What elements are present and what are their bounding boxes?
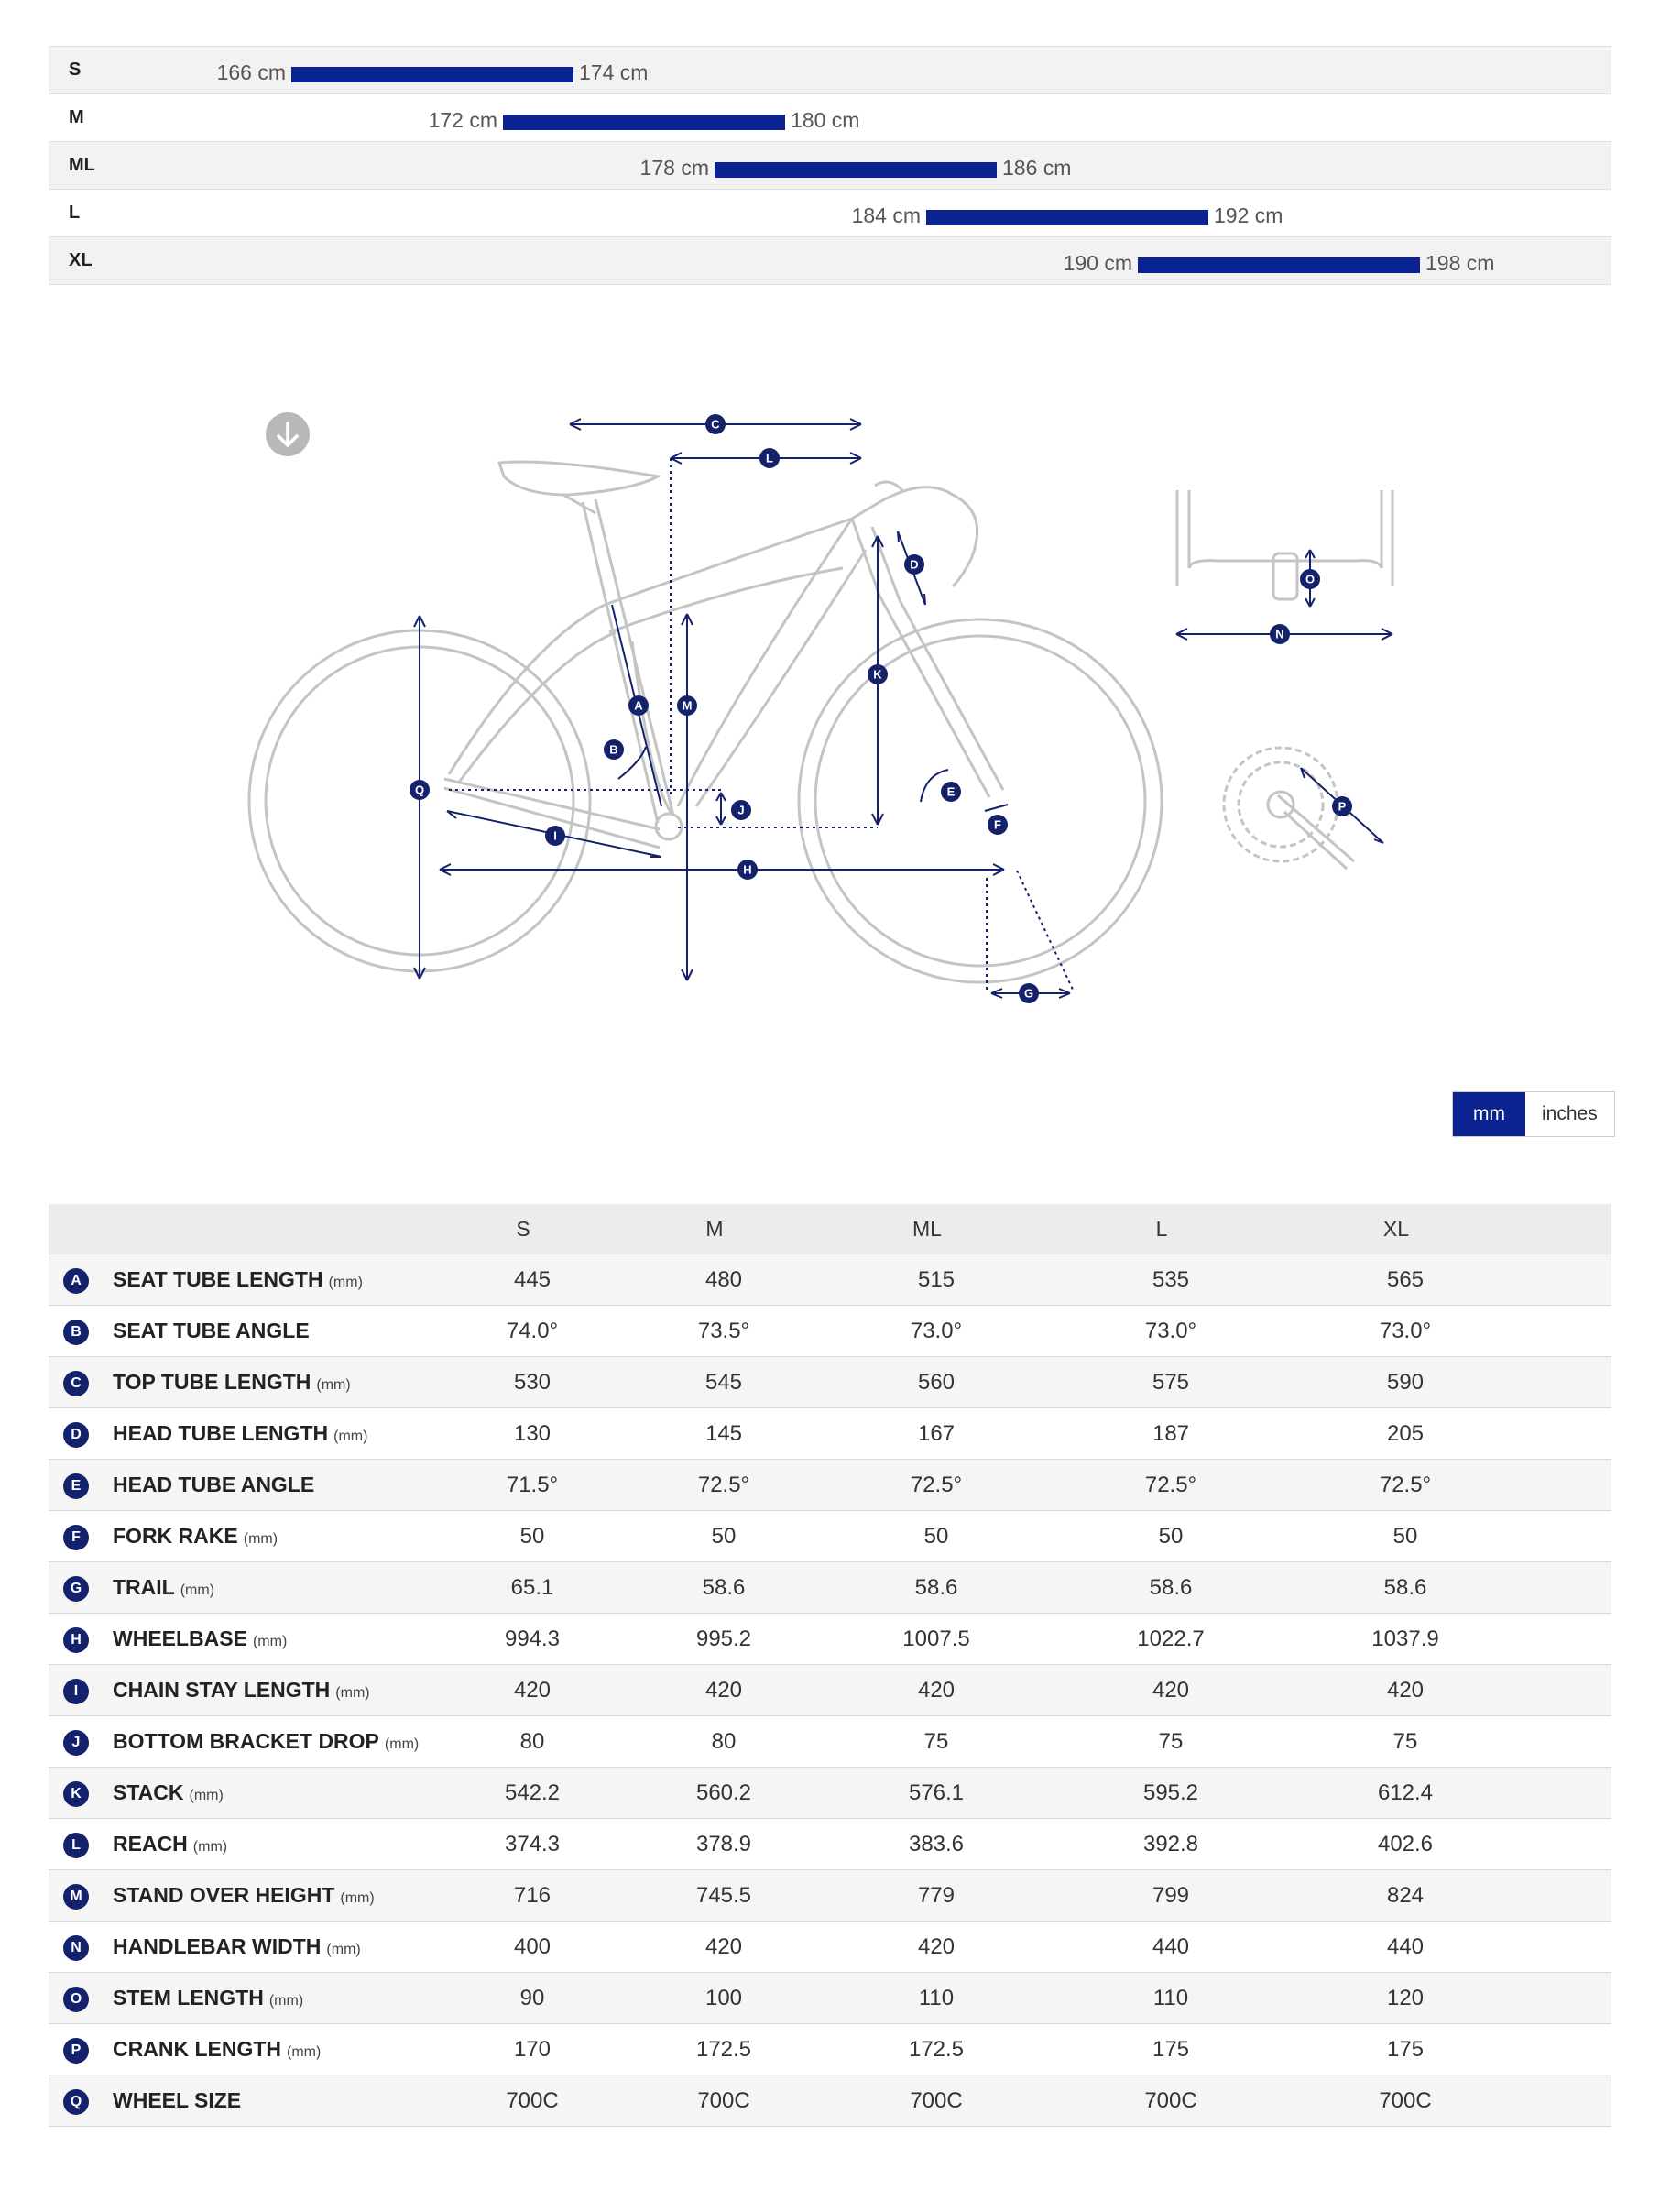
- diagram-badge-p: [1332, 796, 1352, 816]
- row-name: [113, 1973, 303, 2026]
- table-cell-xl: 700C: [1379, 2088, 1432, 2113]
- table-cell-l: 799: [1152, 1883, 1190, 1908]
- table-cell-l: 1022.7: [1137, 1626, 1205, 1651]
- row-name-text: CRANK LENGTH: [113, 2037, 281, 2061]
- diagram-badge-n: [1270, 624, 1290, 644]
- row-unit: (mm): [316, 1377, 351, 1393]
- table-cell-ml: 73.0°: [910, 1319, 963, 1343]
- table-cell-m: 560.2: [695, 1780, 752, 1805]
- unit-toggle: [1452, 1091, 1615, 1137]
- table-cell-ml: 560: [917, 1370, 956, 1395]
- table-header-l: L: [1155, 1217, 1168, 1241]
- svg-text:B: B: [609, 742, 618, 757]
- table-row: [49, 1511, 1611, 1562]
- table-cell-m: 58.6: [702, 1575, 746, 1600]
- table-cell-ml: 58.6: [914, 1575, 958, 1600]
- row-name-text: STEM LENGTH: [113, 1986, 264, 2009]
- table-row: [49, 2024, 1611, 2075]
- svg-text:M: M: [682, 698, 693, 713]
- row-letter-badge: B: [63, 1320, 89, 1345]
- table-cell-s: 170: [513, 2037, 552, 2062]
- table-cell-xl: 205: [1386, 1421, 1425, 1446]
- row-letter-badge: M: [63, 1884, 89, 1910]
- diagram-badge-a: [628, 695, 649, 716]
- row-name-text: HANDLEBAR WIDTH: [113, 1934, 322, 1958]
- table-header-xl: XL: [1382, 1217, 1410, 1241]
- svg-text:J: J: [737, 803, 745, 817]
- table-cell-m: 745.5: [695, 1883, 752, 1908]
- table-cell-s: 994.3: [504, 1626, 561, 1651]
- table-cell-xl: 58.6: [1383, 1575, 1427, 1600]
- diagram-badge-k: [868, 664, 888, 684]
- diagram-badge-l: [759, 448, 780, 468]
- row-name: [113, 2024, 321, 2077]
- diagram-badge-i: [545, 826, 565, 846]
- row-unit: (mm): [268, 1993, 304, 2009]
- svg-text:H: H: [743, 862, 752, 877]
- row-name-text: STACK: [113, 1780, 184, 1804]
- table-cell-ml: 420: [917, 1934, 956, 1959]
- table-cell-l: 535: [1152, 1267, 1190, 1292]
- size-min-height: 178 cm: [639, 156, 709, 180]
- table-header-s: S: [516, 1217, 530, 1241]
- row-name: [113, 1665, 370, 1718]
- crankset-illustration: [1224, 748, 1383, 869]
- table-cell-ml: 1007.5: [902, 1626, 970, 1651]
- table-cell-l: 700C: [1144, 2088, 1197, 2113]
- table-cell-l: 392.8: [1142, 1832, 1199, 1856]
- table-cell-l: 72.5°: [1144, 1473, 1197, 1497]
- table-cell-s: 420: [513, 1678, 552, 1703]
- svg-text:G: G: [1023, 986, 1034, 1001]
- table-cell-xl: 1037.9: [1371, 1626, 1439, 1651]
- geometry-table: [49, 1204, 1611, 2127]
- row-name: [113, 1357, 351, 1410]
- row-letter-badge: Q: [63, 2089, 89, 2115]
- table-cell-m: 545: [704, 1370, 743, 1395]
- table-cell-m: 420: [704, 1678, 743, 1703]
- row-letter-badge: D: [63, 1422, 89, 1448]
- row-unit: (mm): [189, 1788, 224, 1803]
- download-icon[interactable]: [266, 412, 310, 456]
- table-cell-l: 73.0°: [1144, 1319, 1197, 1343]
- table-cell-s: 374.3: [504, 1832, 561, 1856]
- table-cell-m: 420: [704, 1934, 743, 1959]
- row-letter-badge: I: [63, 1679, 89, 1704]
- table-cell-xl: 824: [1386, 1883, 1425, 1908]
- table-cell-xl: 75: [1392, 1729, 1418, 1754]
- row-name-text: HEAD TUBE ANGLE: [113, 1473, 315, 1496]
- table-cell-l: 575: [1152, 1370, 1190, 1395]
- table-cell-s: 530: [513, 1370, 552, 1395]
- table-cell-ml: 110: [918, 1986, 955, 2010]
- table-row: [49, 1973, 1611, 2024]
- row-name-text: SEAT TUBE LENGTH: [113, 1267, 323, 1291]
- diagram-badge-e: [941, 782, 961, 802]
- table-cell-m: 480: [704, 1267, 743, 1292]
- row-name-text: FORK RAKE: [113, 1524, 238, 1548]
- diagram-badge-b: [604, 739, 624, 760]
- row-name-text: SEAT TUBE ANGLE: [113, 1319, 310, 1342]
- table-row: [49, 2075, 1611, 2127]
- table-row: [49, 1870, 1611, 1922]
- diagram-badge-h: [737, 860, 758, 880]
- diagram-badge-c: [705, 414, 726, 434]
- row-name: [113, 1614, 287, 1667]
- table-row: [49, 1460, 1611, 1511]
- table-cell-m: 73.5°: [697, 1319, 750, 1343]
- table-cell-l: 420: [1152, 1678, 1190, 1703]
- table-cell-m: 50: [711, 1524, 737, 1549]
- table-cell-xl: 73.0°: [1379, 1319, 1432, 1343]
- row-unit: (mm): [180, 1582, 215, 1598]
- row-name: [113, 1408, 367, 1462]
- table-cell-ml: 515: [917, 1267, 956, 1292]
- row-unit: (mm): [287, 2044, 322, 2060]
- diagram-badge-m: [677, 695, 697, 716]
- row-letter-badge: G: [63, 1576, 89, 1602]
- size-label: XL: [69, 250, 93, 270]
- size-max-height: 180 cm: [791, 108, 860, 132]
- size-min-height: 190 cm: [1063, 251, 1132, 275]
- svg-text:E: E: [946, 784, 956, 799]
- table-cell-l: 110: [1152, 1986, 1189, 2010]
- table-cell-ml: 383.6: [908, 1832, 965, 1856]
- table-cell-l: 75: [1158, 1729, 1184, 1754]
- table-cell-m: 700C: [697, 2088, 750, 2113]
- row-name: [113, 1870, 375, 1923]
- size-max-height: 174 cm: [579, 60, 649, 84]
- row-letter-badge: K: [63, 1781, 89, 1807]
- table-cell-xl: 565: [1386, 1267, 1425, 1292]
- table-cell-l: 58.6: [1149, 1575, 1193, 1600]
- row-name: [113, 1511, 278, 1564]
- table-cell-ml: 779: [917, 1883, 956, 1908]
- bike-frame-illustration: [249, 462, 1162, 982]
- row-letter-badge: E: [63, 1473, 89, 1499]
- svg-text:O: O: [1305, 572, 1316, 586]
- table-cell-ml: 167: [917, 1421, 956, 1446]
- row-name-text: STAND OVER HEIGHT: [113, 1883, 335, 1907]
- table-row: [49, 1408, 1611, 1460]
- table-row: [49, 1254, 1611, 1306]
- table-row: [49, 1357, 1611, 1408]
- row-unit: (mm): [333, 1429, 368, 1444]
- row-name: [113, 2075, 246, 2129]
- unit-inches-button[interactable]: inches: [1525, 1092, 1614, 1136]
- table-row: [49, 1562, 1611, 1614]
- table-cell-l: 50: [1158, 1524, 1184, 1549]
- row-letter-badge: O: [63, 1987, 89, 2012]
- svg-text:N: N: [1275, 627, 1284, 641]
- row-unit: (mm): [192, 1839, 228, 1855]
- size-min-height: 184 cm: [851, 203, 921, 227]
- table-cell-ml: 576.1: [908, 1780, 965, 1805]
- diagram-badge-j: [731, 800, 751, 820]
- diagram-badge-d: [904, 554, 924, 575]
- svg-text:L: L: [766, 451, 773, 465]
- table-cell-l: 187: [1152, 1421, 1190, 1446]
- table-header-m: M: [705, 1217, 724, 1241]
- row-unit: (mm): [326, 1942, 361, 1957]
- table-cell-ml: 420: [917, 1678, 956, 1703]
- table-cell-s: 445: [513, 1267, 552, 1292]
- table-row: [49, 1716, 1611, 1768]
- table-cell-s: 80: [519, 1729, 545, 1754]
- table-cell-s: 74.0°: [506, 1319, 559, 1343]
- size-max-height: 186 cm: [1002, 156, 1072, 180]
- table-cell-s: 542.2: [504, 1780, 561, 1805]
- table-row: [49, 1922, 1611, 1973]
- table-header-row: [49, 1204, 1611, 1254]
- table-cell-ml: 172.5: [908, 2037, 965, 2062]
- row-unit: (mm): [340, 1890, 375, 1906]
- table-cell-m: 80: [711, 1729, 737, 1754]
- table-cell-m: 100: [704, 1986, 743, 2010]
- svg-text:P: P: [1338, 799, 1347, 814]
- size-min-height: 172 cm: [428, 108, 497, 132]
- row-name: [113, 1460, 320, 1513]
- row-letter-badge: N: [63, 1935, 89, 1961]
- table-cell-ml: 72.5°: [910, 1473, 963, 1497]
- row-name-text: CHAIN STAY LENGTH: [113, 1678, 331, 1702]
- row-name-text: WHEEL SIZE: [113, 2088, 242, 2112]
- row-name-text: TRAIL: [113, 1575, 175, 1599]
- svg-text:C: C: [711, 417, 720, 432]
- row-letter-badge: H: [63, 1627, 89, 1653]
- table-row: [49, 1819, 1611, 1870]
- row-name-text: BOTTOM BRACKET DROP: [113, 1729, 379, 1753]
- row-unit: (mm): [328, 1275, 363, 1290]
- table-cell-s: 65.1: [510, 1575, 554, 1600]
- size-max-height: 192 cm: [1214, 203, 1283, 227]
- row-unit: (mm): [335, 1685, 370, 1701]
- table-row: [49, 1665, 1611, 1716]
- row-name-text: HEAD TUBE LENGTH: [113, 1421, 329, 1445]
- table-cell-m: 995.2: [695, 1626, 752, 1651]
- svg-text:Q: Q: [414, 783, 425, 797]
- table-cell-s: 400: [513, 1934, 552, 1959]
- row-name: [113, 1562, 214, 1615]
- svg-text:D: D: [910, 557, 919, 572]
- svg-text:A: A: [634, 698, 643, 713]
- row-name-text: WHEELBASE: [113, 1626, 247, 1650]
- table-cell-m: 378.9: [695, 1832, 752, 1856]
- diagram-badge-g: [1019, 983, 1039, 1003]
- table-cell-s: 716: [513, 1883, 552, 1908]
- table-cell-l: 440: [1152, 1934, 1190, 1959]
- table-cell-s: 50: [519, 1524, 545, 1549]
- table-cell-ml: 700C: [910, 2088, 963, 2113]
- table-cell-m: 172.5: [695, 2037, 752, 2062]
- row-letter-badge: J: [63, 1730, 89, 1756]
- table-cell-xl: 120: [1386, 1986, 1425, 2010]
- table-row: [49, 1614, 1611, 1665]
- row-name: [113, 1306, 315, 1359]
- row-unit: (mm): [384, 1736, 420, 1752]
- handlebar-illustration: [1176, 490, 1392, 640]
- table-cell-l: 595.2: [1142, 1780, 1199, 1805]
- row-name: [113, 1922, 361, 1975]
- table-cell-xl: 402.6: [1377, 1832, 1434, 1856]
- size-label: M: [69, 107, 84, 127]
- table-cell-ml: 75: [923, 1729, 949, 1754]
- table-cell-s: 90: [519, 1986, 545, 2010]
- size-label: S: [69, 60, 82, 80]
- table-cell-ml: 50: [923, 1524, 949, 1549]
- size-min-height: 166 cm: [216, 60, 286, 84]
- row-letter-badge: P: [63, 2038, 89, 2064]
- table-cell-m: 145: [704, 1421, 743, 1446]
- table-cell-xl: 590: [1386, 1370, 1425, 1395]
- table-cell-s: 700C: [506, 2088, 559, 2113]
- row-letter-badge: L: [63, 1833, 89, 1858]
- table-cell-xl: 50: [1392, 1524, 1418, 1549]
- row-name: [113, 1254, 363, 1308]
- size-max-height: 198 cm: [1425, 251, 1495, 275]
- row-name: [113, 1819, 227, 1872]
- size-label: L: [69, 203, 81, 223]
- svg-text:K: K: [873, 667, 882, 682]
- table-cell-m: 72.5°: [697, 1473, 750, 1497]
- size-label: ML: [69, 155, 95, 175]
- table-header-ml: ML: [912, 1217, 942, 1241]
- table-cell-s: 71.5°: [506, 1473, 559, 1497]
- svg-text:I: I: [553, 828, 557, 843]
- table-cell-s: 130: [513, 1421, 552, 1446]
- diagram-badge-o: [1300, 569, 1320, 589]
- table-cell-xl: 440: [1386, 1934, 1425, 1959]
- row-letter-badge: A: [63, 1268, 89, 1294]
- geometry-diagram: [0, 0, 1660, 1081]
- row-letter-badge: F: [63, 1525, 89, 1550]
- row-name: [113, 1716, 419, 1769]
- table-cell-xl: 612.4: [1377, 1780, 1434, 1805]
- table-cell-xl: 175: [1386, 2037, 1425, 2062]
- table-cell-xl: 420: [1386, 1678, 1425, 1703]
- row-letter-badge: C: [63, 1371, 89, 1396]
- row-unit: (mm): [252, 1634, 288, 1649]
- row-name: [113, 1768, 224, 1821]
- geometry-measurements: [414, 419, 1074, 998]
- row-name-text: REACH: [113, 1832, 188, 1856]
- diagram-badge-f: [988, 815, 1008, 835]
- table-cell-l: 175: [1152, 2037, 1190, 2062]
- unit-mm-button[interactable]: mm: [1453, 1092, 1525, 1136]
- row-name-text: TOP TUBE LENGTH: [113, 1370, 311, 1394]
- table-row: [49, 1306, 1611, 1357]
- table-cell-xl: 72.5°: [1379, 1473, 1432, 1497]
- diagram-badge-q: [410, 780, 430, 800]
- table-row: [49, 1768, 1611, 1819]
- row-unit: (mm): [243, 1531, 278, 1547]
- svg-text:F: F: [994, 817, 1001, 832]
